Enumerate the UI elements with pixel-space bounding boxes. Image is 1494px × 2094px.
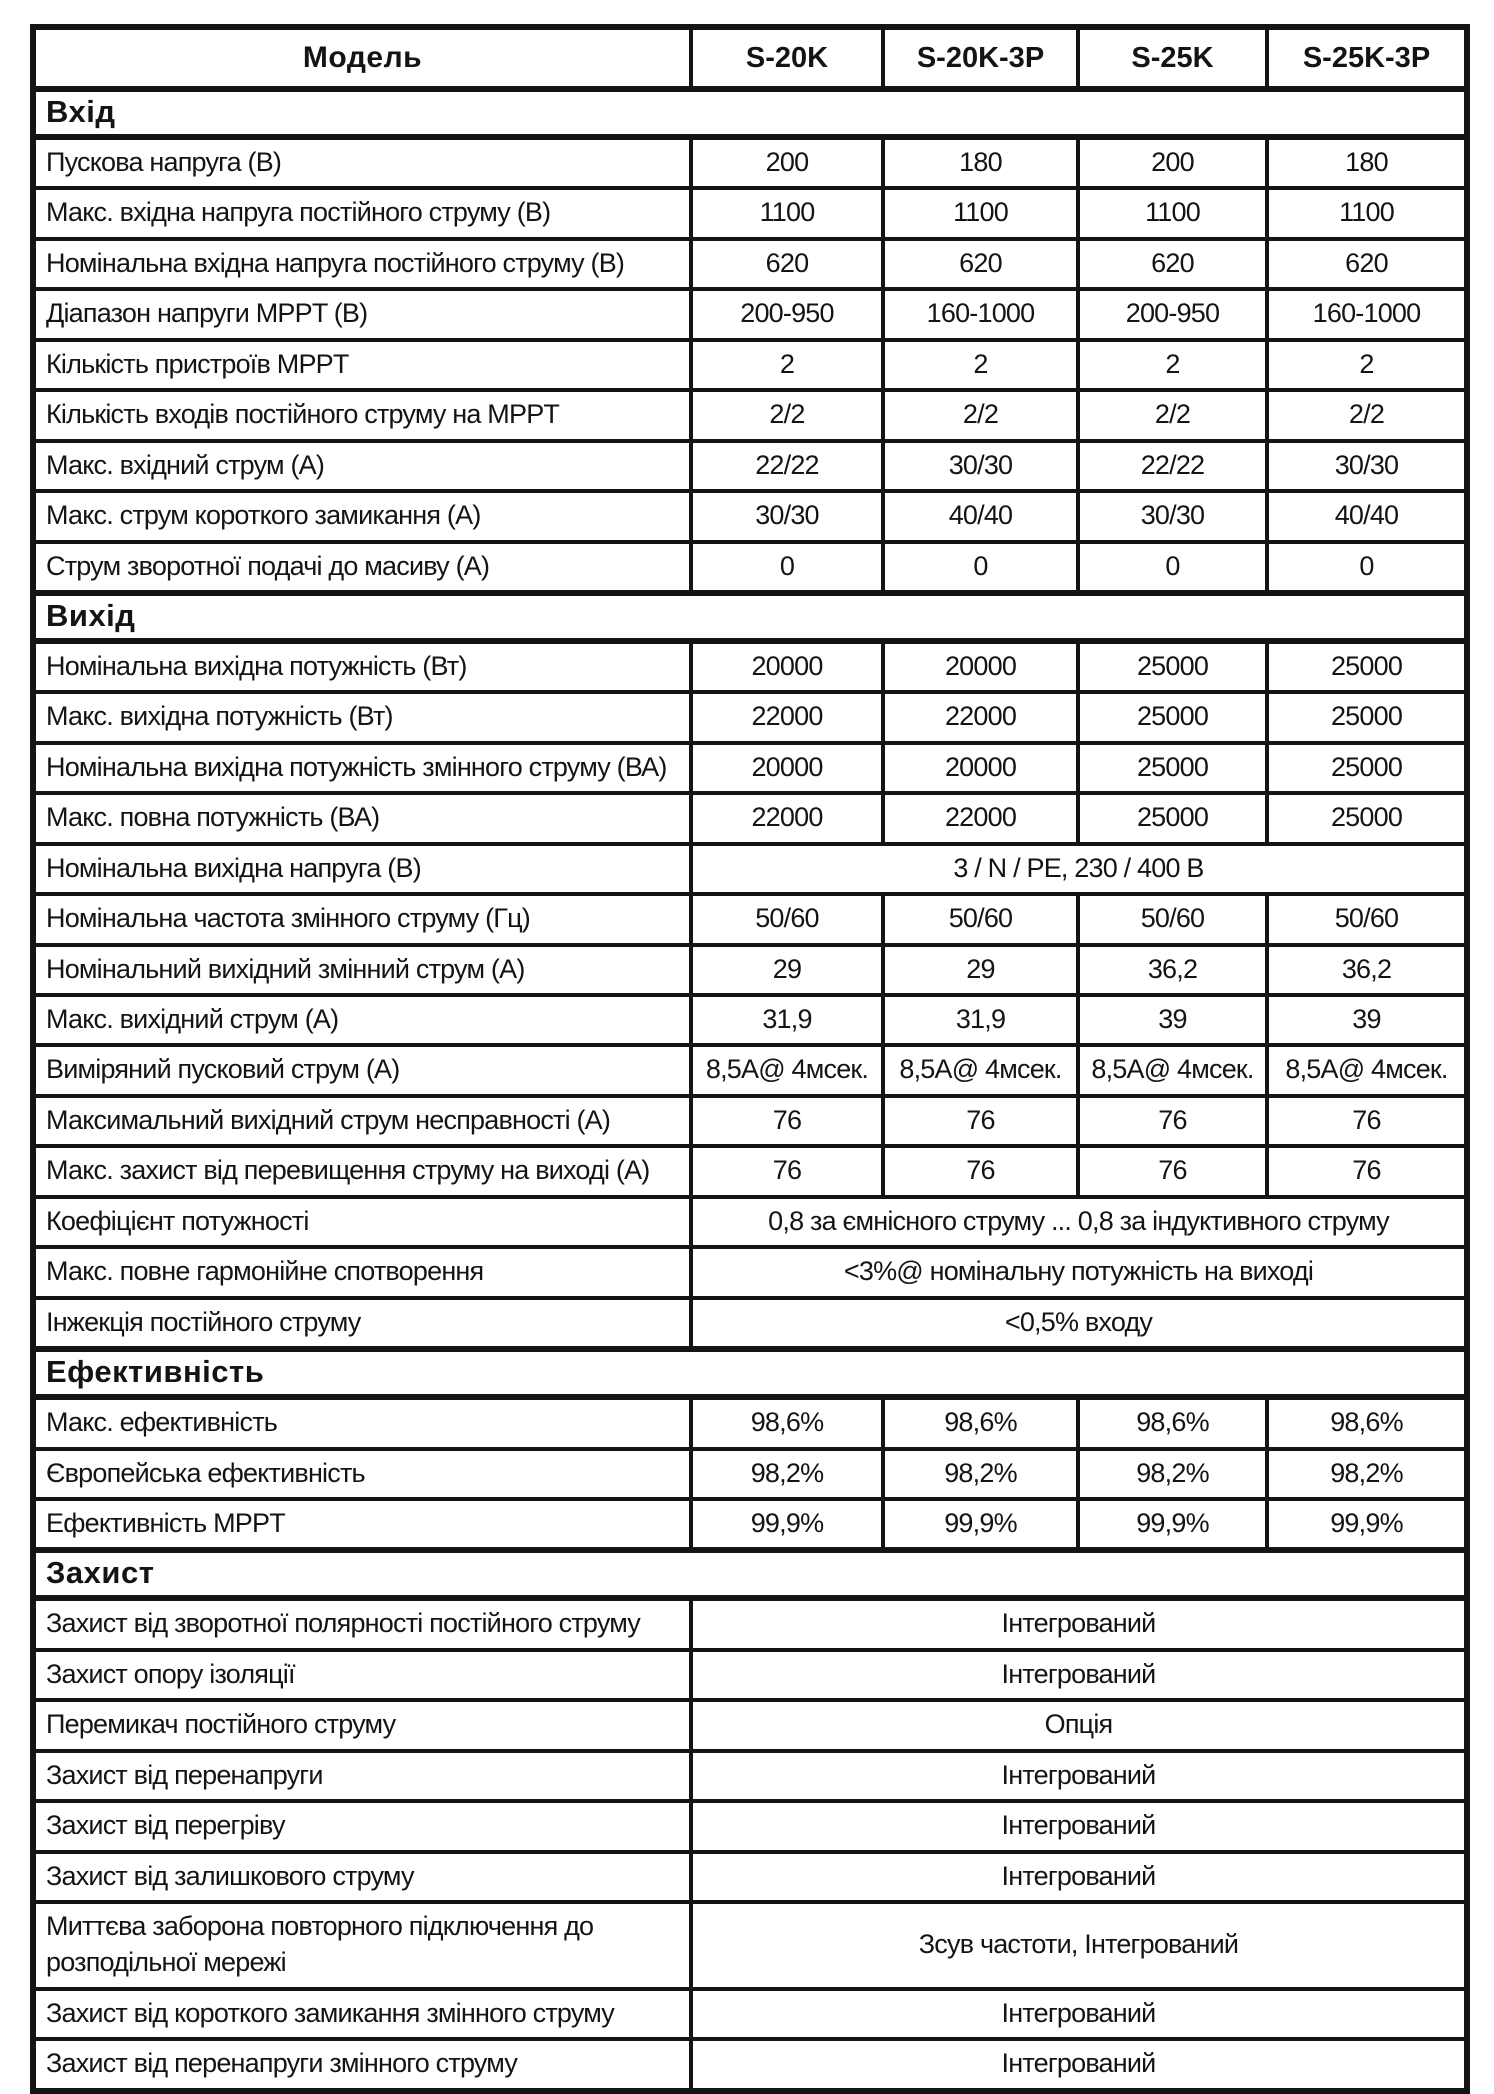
value-cell: 200-950 — [691, 289, 883, 339]
model-header-s-25k: S-25K — [1078, 27, 1267, 89]
value-cell: 30/30 — [883, 441, 1078, 491]
value-cell: 76 — [1267, 1096, 1467, 1146]
spec-row — [33, 945, 1467, 995]
spec-row — [33, 1751, 1467, 1801]
merged-value-cell: 3 / N / PE, 230 / 400 В — [691, 844, 1467, 894]
value-cell: 98,2% — [883, 1449, 1078, 1499]
value-cell: 8,5А@ 4мсек. — [691, 1045, 883, 1095]
spec-row — [33, 1096, 1467, 1146]
value-cell: 98,2% — [1078, 1449, 1267, 1499]
spec-row — [33, 441, 1467, 491]
value-cell: 22/22 — [1078, 441, 1267, 491]
row-label: Макс. вихідний струм (А) — [33, 995, 691, 1045]
spec-row — [33, 1146, 1467, 1196]
row-label: Номінальний вихідний змінний струм (А) — [33, 945, 691, 995]
row-label: Макс. ефективність — [33, 1397, 691, 1448]
row-label: Макс. вихідна потужність (Вт) — [33, 692, 691, 742]
value-cell: 2 — [691, 340, 883, 390]
value-cell: 40/40 — [1267, 491, 1467, 541]
row-label: Максимальний вихідний струм несправності (А) — [33, 1096, 691, 1146]
model-header-s-20k: S-20K — [691, 27, 883, 89]
row-label: Кількість входів постійного струму на MPPT — [33, 390, 691, 440]
section-row — [33, 89, 1467, 137]
spec-row — [33, 1197, 1467, 1247]
merged-value-cell: 0,8 за ємнісного струму ... 0,8 за індуктивного струму — [691, 1197, 1467, 1247]
spec-row — [33, 137, 1467, 188]
section-title: Захист — [33, 1550, 1467, 1598]
value-cell: 99,9% — [883, 1499, 1078, 1550]
row-label: Номінальна вихідна потужність змінного струму (ВА) — [33, 743, 691, 793]
spec-row — [33, 844, 1467, 894]
row-label: Ефективність MPPT — [33, 1499, 691, 1550]
value-cell: 76 — [883, 1146, 1078, 1196]
row-label: Номінальна вихідна напруга (В) — [33, 844, 691, 894]
value-cell: 25000 — [1267, 743, 1467, 793]
spec-row — [33, 793, 1467, 843]
row-label: Макс. вхідна напруга постійного струму (В) — [33, 188, 691, 238]
value-cell: 50/60 — [691, 894, 883, 944]
spec-row — [33, 743, 1467, 793]
value-cell: 1100 — [883, 188, 1078, 238]
header-row — [33, 27, 1467, 89]
value-cell: 25000 — [1078, 641, 1267, 692]
row-label: Макс. захист від перевищення струму на виході (А) — [33, 1146, 691, 1196]
value-cell: 22/22 — [691, 441, 883, 491]
row-label: Інжекція постійного струму — [33, 1298, 691, 1349]
value-cell: 98,6% — [1078, 1397, 1267, 1448]
value-cell: 180 — [883, 137, 1078, 188]
spec-row — [33, 894, 1467, 944]
value-cell: 50/60 — [1267, 894, 1467, 944]
row-label: Кількість пристроїв MPPT — [33, 340, 691, 390]
row-label: Струм зворотної подачі до масиву (А) — [33, 542, 691, 593]
value-cell: 31,9 — [691, 995, 883, 1045]
spec-row — [33, 239, 1467, 289]
spec-row — [33, 491, 1467, 541]
merged-value-cell: Інтегрований — [691, 1650, 1467, 1700]
row-label: Миттєва заборона повторного підключення до розподільної мережі — [33, 1902, 691, 1989]
merged-value-cell: Інтегрований — [691, 1598, 1467, 1649]
spec-row — [33, 641, 1467, 692]
merged-value-cell: Інтегрований — [691, 1989, 1467, 2039]
value-cell: 98,6% — [691, 1397, 883, 1448]
value-cell: 1100 — [1267, 188, 1467, 238]
value-cell: 25000 — [1267, 641, 1467, 692]
value-cell: 620 — [691, 239, 883, 289]
value-cell: 2/2 — [1267, 390, 1467, 440]
value-cell: 40/40 — [883, 491, 1078, 541]
row-label: Захист від перегріву — [33, 1801, 691, 1851]
row-label: Перемикач постійного струму — [33, 1700, 691, 1750]
section-title: Ефективність — [33, 1349, 1467, 1397]
row-label: Захист від залишкового струму — [33, 1852, 691, 1902]
merged-value-cell: Зсув частоти, Інтегрований — [691, 1902, 1467, 1989]
value-cell: 36,2 — [1078, 945, 1267, 995]
value-cell: 22000 — [691, 793, 883, 843]
row-label: Макс. повне гармонійне спотворення — [33, 1247, 691, 1297]
value-cell: 620 — [1267, 239, 1467, 289]
section-row — [33, 1550, 1467, 1598]
value-cell: 200-950 — [1078, 289, 1267, 339]
value-cell: 1100 — [1078, 188, 1267, 238]
value-cell: 200 — [691, 137, 883, 188]
merged-value-cell: <0,5% входу — [691, 1298, 1467, 1349]
row-label: Номінальна частота змінного струму (Гц) — [33, 894, 691, 944]
spec-row — [33, 1298, 1467, 1349]
section-title: Вхід — [33, 89, 1467, 137]
row-label: Європейська ефективність — [33, 1449, 691, 1499]
section-row — [33, 1349, 1467, 1397]
spec-table — [30, 24, 1470, 2094]
row-label: Захист від перенапруги — [33, 1751, 691, 1801]
value-cell: 2 — [883, 340, 1078, 390]
spec-row — [33, 692, 1467, 742]
spec-row — [33, 1801, 1467, 1851]
merged-value-cell: Інтегрований — [691, 2039, 1467, 2090]
value-cell: 99,9% — [1267, 1499, 1467, 1550]
row-label: Виміряний пусковий струм (А) — [33, 1045, 691, 1095]
value-cell: 160-1000 — [1267, 289, 1467, 339]
value-cell: 50/60 — [883, 894, 1078, 944]
spec-row — [33, 289, 1467, 339]
merged-value-cell: Опція — [691, 1700, 1467, 1750]
value-cell: 2 — [1078, 340, 1267, 390]
spec-row — [33, 1247, 1467, 1297]
value-cell: 76 — [1267, 1146, 1467, 1196]
row-label: Макс. вхідний струм (А) — [33, 441, 691, 491]
row-label: Коефіцієнт потужності — [33, 1197, 691, 1247]
row-label: Номінальна вихідна потужність (Вт) — [33, 641, 691, 692]
value-cell: 30/30 — [691, 491, 883, 541]
spec-row — [33, 1045, 1467, 1095]
value-cell: 98,6% — [883, 1397, 1078, 1448]
row-label: Макс. струм короткого замикання (А) — [33, 491, 691, 541]
value-cell: 0 — [691, 542, 883, 593]
value-cell: 160-1000 — [883, 289, 1078, 339]
spec-row — [33, 1902, 1467, 1989]
spec-row — [33, 188, 1467, 238]
value-cell: 76 — [1078, 1146, 1267, 1196]
spec-row — [33, 1397, 1467, 1448]
value-cell: 76 — [1078, 1096, 1267, 1146]
value-cell: 39 — [1078, 995, 1267, 1045]
value-cell: 2/2 — [691, 390, 883, 440]
section-row — [33, 593, 1467, 641]
spec-row — [33, 1499, 1467, 1550]
value-cell: 620 — [883, 239, 1078, 289]
row-label: Захист від зворотної полярності постійного струму — [33, 1598, 691, 1649]
value-cell: 20000 — [883, 743, 1078, 793]
spec-row — [33, 1650, 1467, 1700]
value-cell: 29 — [883, 945, 1078, 995]
model-header-s-25k-3p: S-25K-3P — [1267, 27, 1467, 89]
merged-value-cell: Інтегрований — [691, 1852, 1467, 1902]
value-cell: 0 — [1078, 542, 1267, 593]
spec-row — [33, 390, 1467, 440]
value-cell: 25000 — [1267, 692, 1467, 742]
value-cell: 2/2 — [1078, 390, 1267, 440]
value-cell: 30/30 — [1078, 491, 1267, 541]
value-cell: 2/2 — [883, 390, 1078, 440]
value-cell: 39 — [1267, 995, 1467, 1045]
row-label: Захист опору ізоляції — [33, 1650, 691, 1700]
value-cell: 200 — [1078, 137, 1267, 188]
value-cell: 0 — [1267, 542, 1467, 593]
row-label: Пускова напруга (В) — [33, 137, 691, 188]
value-cell: 8,5А@ 4мсек. — [1267, 1045, 1467, 1095]
value-cell: 25000 — [1267, 793, 1467, 843]
spec-row — [33, 542, 1467, 593]
value-cell: 20000 — [883, 641, 1078, 692]
spec-row — [33, 995, 1467, 1045]
value-cell: 180 — [1267, 137, 1467, 188]
value-cell: 30/30 — [1267, 441, 1467, 491]
row-label: Захист від перенапруги змінного струму — [33, 2039, 691, 2090]
merged-value-cell: <3%@ номінальну потужність на виході — [691, 1247, 1467, 1297]
merged-value-cell: Інтегрований — [691, 1751, 1467, 1801]
value-cell: 50/60 — [1078, 894, 1267, 944]
spec-row — [33, 2039, 1467, 2090]
value-cell: 8,5А@ 4мсек. — [883, 1045, 1078, 1095]
value-cell: 98,6% — [1267, 1397, 1467, 1448]
model-header-s-20k-3p: S-20K-3P — [883, 27, 1078, 89]
value-cell: 20000 — [691, 641, 883, 692]
spec-row — [33, 1598, 1467, 1649]
spec-row — [33, 340, 1467, 390]
value-cell: 22000 — [883, 793, 1078, 843]
value-cell: 25000 — [1078, 743, 1267, 793]
spec-row — [33, 1700, 1467, 1750]
spec-row — [33, 1989, 1467, 2039]
row-label: Захист від короткого замикання змінного струму — [33, 1989, 691, 2039]
value-cell: 25000 — [1078, 793, 1267, 843]
value-cell: 22000 — [883, 692, 1078, 742]
merged-value-cell: Інтегрований — [691, 1801, 1467, 1851]
row-label: Номінальна вхідна напруга постійного струму (В) — [33, 239, 691, 289]
value-cell: 76 — [691, 1096, 883, 1146]
value-cell: 99,9% — [1078, 1499, 1267, 1550]
value-cell: 99,9% — [691, 1499, 883, 1550]
value-cell: 20000 — [691, 743, 883, 793]
model-column-header: Модель — [33, 27, 691, 89]
value-cell: 31,9 — [883, 995, 1078, 1045]
value-cell: 76 — [691, 1146, 883, 1196]
row-label: Діапазон напруги MPPT (В) — [33, 289, 691, 339]
value-cell: 620 — [1078, 239, 1267, 289]
spec-row — [33, 1449, 1467, 1499]
value-cell: 29 — [691, 945, 883, 995]
value-cell: 1100 — [691, 188, 883, 238]
row-label: Макс. повна потужність (ВА) — [33, 793, 691, 843]
value-cell: 0 — [883, 542, 1078, 593]
value-cell: 8,5А@ 4мсек. — [1078, 1045, 1267, 1095]
value-cell: 98,2% — [691, 1449, 883, 1499]
value-cell: 36,2 — [1267, 945, 1467, 995]
section-title: Вихід — [33, 593, 1467, 641]
spec-row — [33, 1852, 1467, 1902]
value-cell: 98,2% — [1267, 1449, 1467, 1499]
value-cell: 25000 — [1078, 692, 1267, 742]
value-cell: 22000 — [691, 692, 883, 742]
value-cell: 76 — [883, 1096, 1078, 1146]
value-cell: 2 — [1267, 340, 1467, 390]
